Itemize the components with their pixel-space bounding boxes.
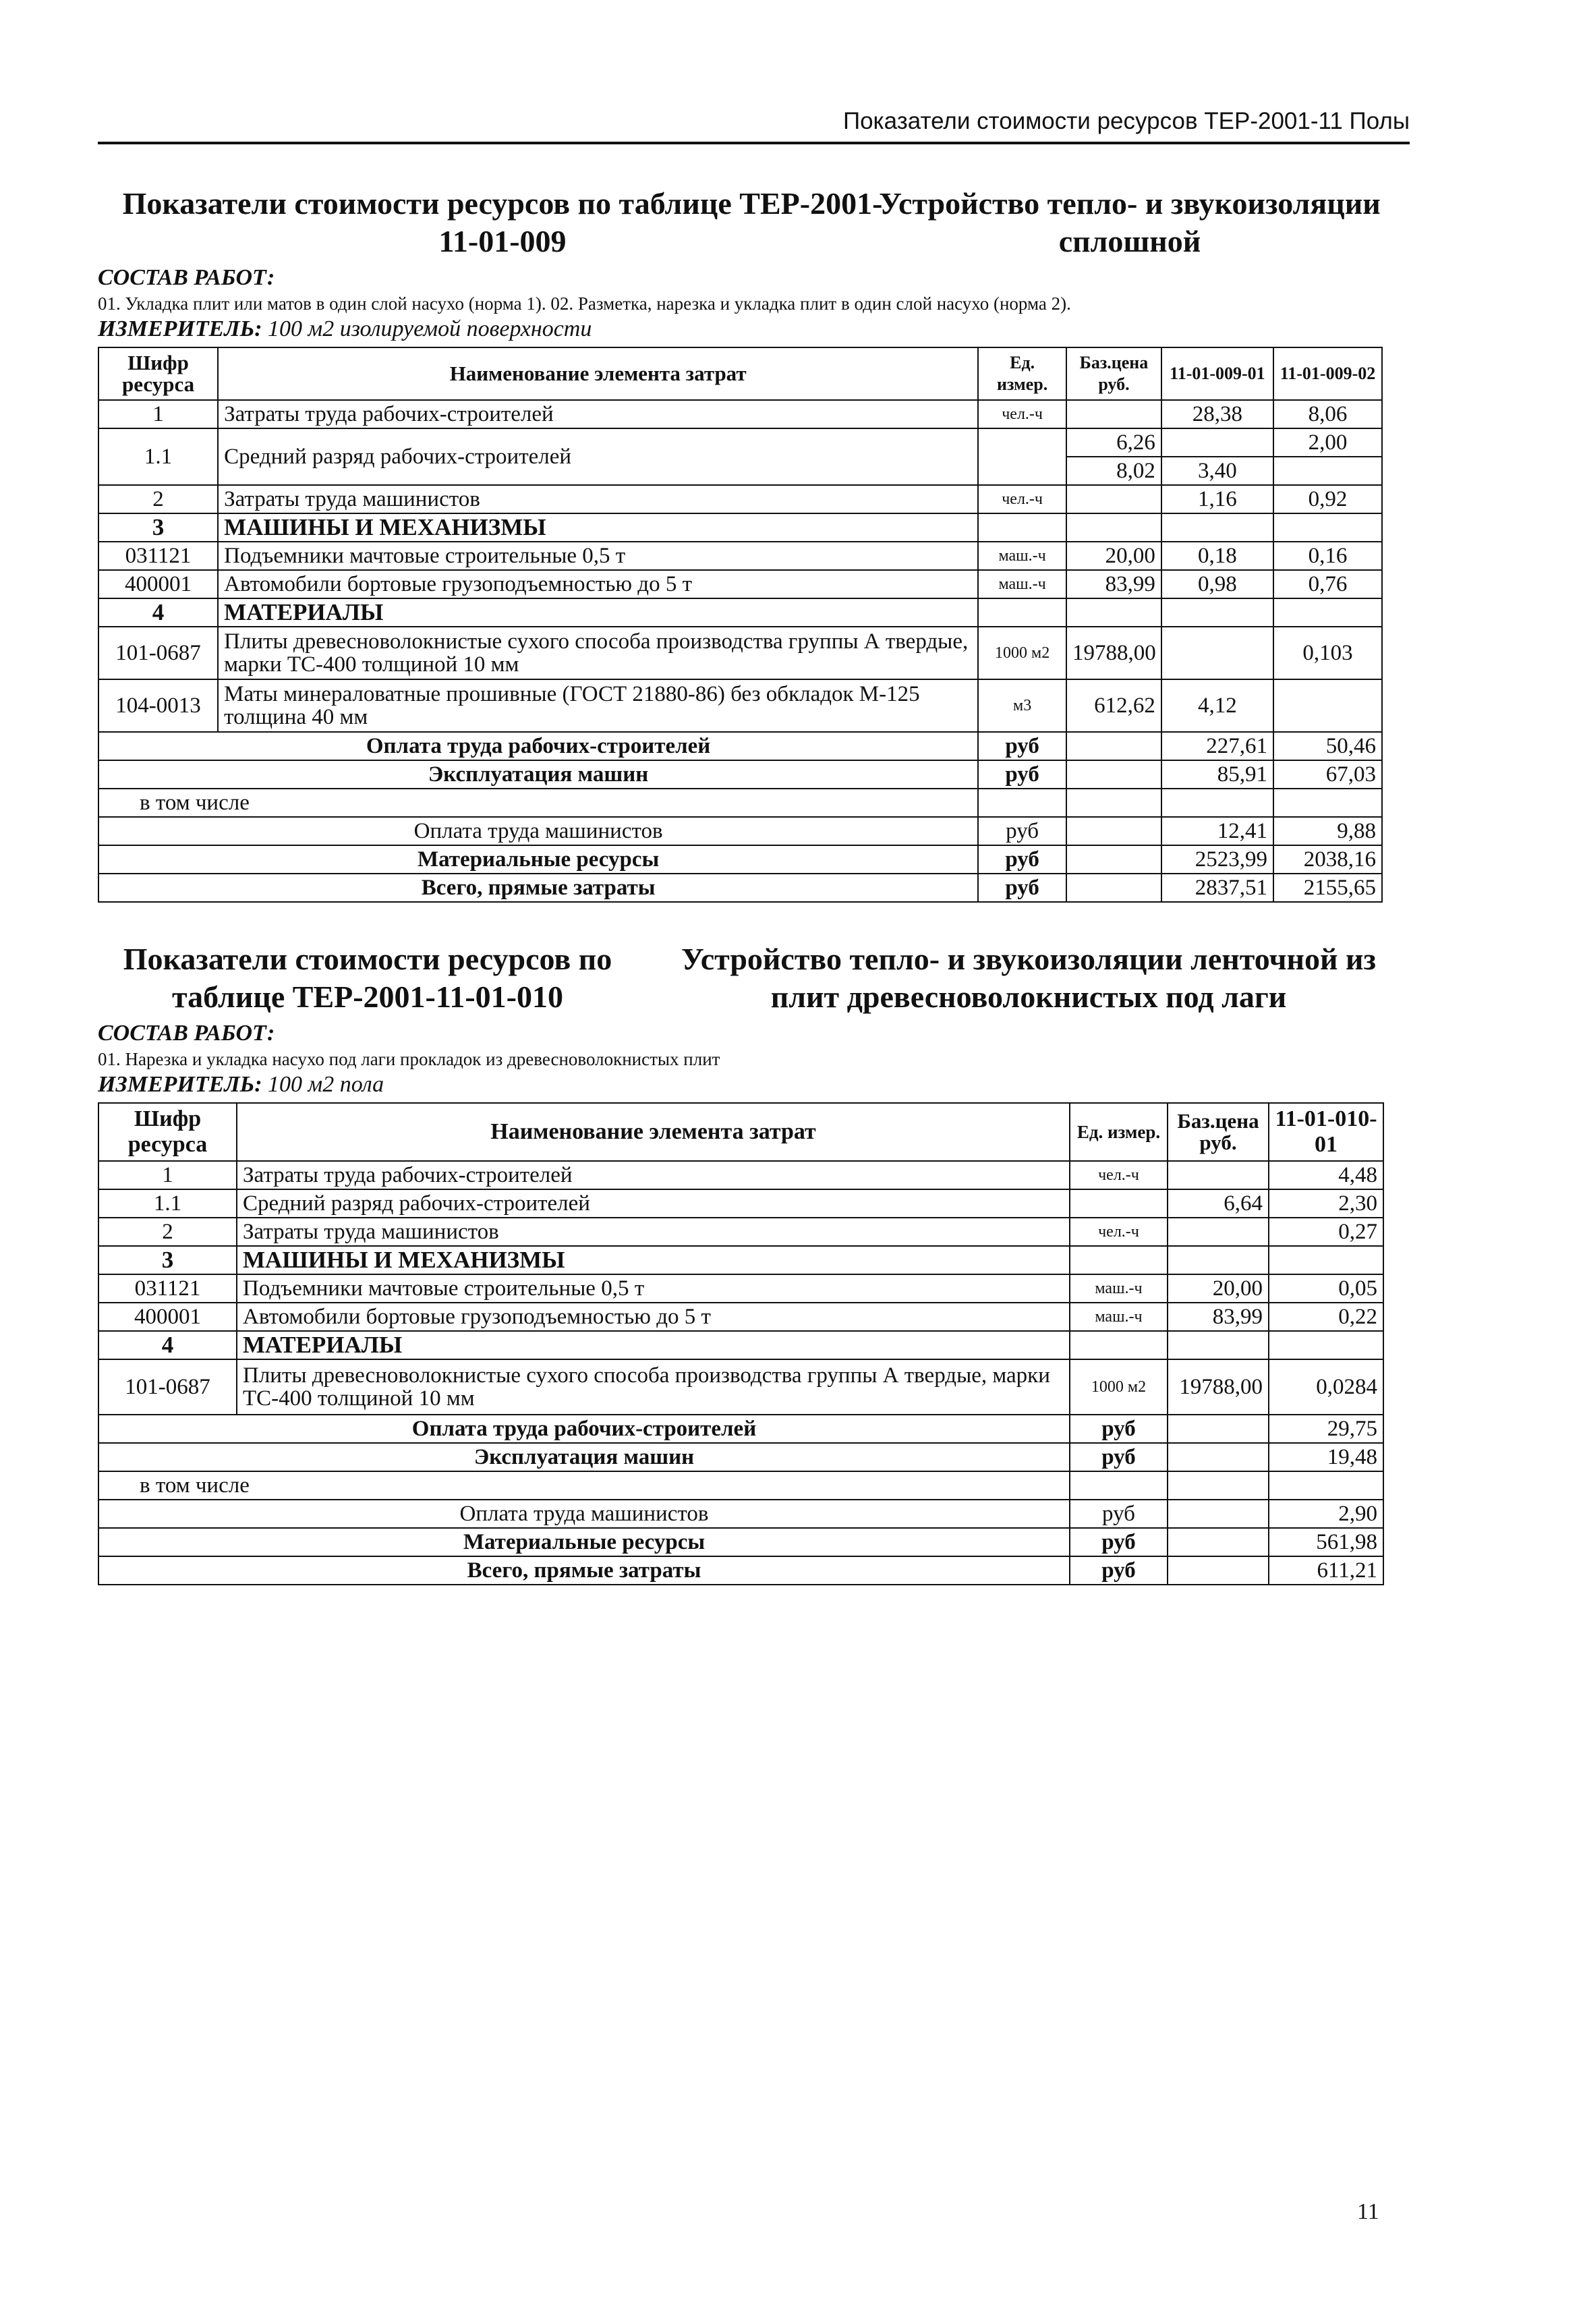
row-value-2-b: [1273, 457, 1382, 485]
group-name: МАШИНЫ И МЕХАНИЗМЫ: [218, 513, 978, 542]
table-row: [98, 1189, 1383, 1218]
row-code: 1: [98, 400, 218, 428]
section-title-right: Устройство тепло- и звукоизоляции сплошной: [879, 186, 1381, 258]
row-code: 3: [98, 1246, 237, 1274]
empty-cell: [1168, 1443, 1269, 1471]
row-code: 101-0687: [98, 1359, 237, 1415]
works-text: 01. Нарезка и укладка насухо под лаги прокладок из древесноволокнистых плит: [98, 1049, 720, 1069]
empty-cell: [1269, 1246, 1383, 1274]
row-name: Затраты труда машинистов: [218, 485, 978, 513]
row-base-price-a: 6,26: [1066, 428, 1161, 457]
cost-section-2: [98, 938, 1410, 1585]
empty-cell: [1273, 598, 1382, 627]
row-code: 400001: [98, 570, 218, 598]
row-value-1: [1161, 428, 1273, 457]
empty-cell: [1066, 817, 1161, 845]
summary-value-1: [1269, 1471, 1383, 1500]
row-base-price: [1168, 1218, 1269, 1246]
row-unit: маш.-ч: [1070, 1274, 1168, 1303]
row-code: 4: [98, 1331, 237, 1359]
empty-cell: [1066, 789, 1161, 817]
row-unit: маш.-ч: [978, 570, 1066, 598]
summary-value-1: 12,41: [1161, 817, 1273, 845]
summary-row: [98, 732, 1382, 760]
row-base-price: 6,64: [1168, 1189, 1269, 1218]
summary-label: Оплата труда рабочих-строителей: [98, 732, 978, 760]
col-header-code: Шифр ресурса: [98, 1103, 237, 1161]
summary-row: [98, 1528, 1383, 1556]
summary-unit: руб: [978, 760, 1066, 789]
page-header-text: Показатели стоимости ресурсов ТЕР-2001-11 Полы: [842, 108, 1410, 134]
col-header-base-price: Баз.цена руб.: [1066, 347, 1161, 400]
summary-row: [98, 1556, 1383, 1585]
summary-row: [98, 817, 1382, 845]
row-value-1: 0,22: [1269, 1303, 1383, 1331]
summary-value-1: 611,21: [1269, 1556, 1383, 1585]
works-label: СОСТАВ РАБОТ:: [98, 1021, 275, 1046]
empty-cell: [1066, 874, 1161, 902]
summary-unit: руб: [978, 732, 1066, 760]
summary-unit: руб: [1070, 1415, 1168, 1443]
row-code: 2: [98, 485, 218, 513]
row-unit: чел.-ч: [978, 485, 1066, 513]
summary-value-1: 2,90: [1269, 1500, 1383, 1528]
summary-unit: [978, 789, 1066, 817]
row-value-2: 0,103: [1273, 627, 1382, 679]
empty-cell: [1269, 1331, 1383, 1359]
row-value-1: 28,38: [1161, 400, 1273, 428]
empty-cell: [1161, 598, 1273, 627]
summary-label: Эксплуатация машин: [98, 1443, 1070, 1471]
summary-value-2: 50,46: [1273, 732, 1382, 760]
row-unit: чел.-ч: [978, 400, 1066, 428]
row-value-1: 0,27: [1269, 1218, 1383, 1246]
measure-value: 100 м2 пола: [268, 1072, 384, 1097]
table-row: [98, 1161, 1383, 1189]
summary-unit: руб: [1070, 1500, 1168, 1528]
row-base-price: 612,62: [1066, 679, 1161, 732]
row-value-1: 0,18: [1161, 542, 1273, 570]
measure-label: ИЗМЕРИТЕЛЬ:: [98, 1072, 262, 1097]
summary-label: Оплата труда машинистов: [98, 1500, 1070, 1528]
row-base-price: [1066, 400, 1161, 428]
group-name: МАТЕРИАЛЫ: [237, 1331, 1070, 1359]
table-row: [98, 627, 1382, 679]
row-code: 4: [98, 598, 218, 627]
row-base-price: 83,99: [1066, 570, 1161, 598]
row-code: 101-0687: [98, 627, 218, 679]
row-value-1: [1161, 627, 1273, 679]
summary-label: Всего, прямые затраты: [98, 874, 978, 902]
empty-cell: [1168, 1471, 1269, 1500]
row-unit: чел.-ч: [1070, 1218, 1168, 1246]
summary-label: Материальные ресурсы: [98, 845, 978, 874]
summary-label: Оплата труда машинистов: [98, 817, 978, 845]
summary-value-2: 67,03: [1273, 760, 1382, 789]
summary-unit: руб: [1070, 1443, 1168, 1471]
empty-cell: [1168, 1528, 1269, 1556]
summary-row: [98, 1415, 1383, 1443]
row-name: Подъемники мачтовые строительные 0,5 т: [218, 542, 978, 570]
row-value-1-b: 3,40: [1161, 457, 1273, 485]
row-code: 400001: [98, 1303, 237, 1331]
row-code: 031121: [98, 1274, 237, 1303]
summary-row: [98, 1443, 1383, 1471]
col-header-code: Шифр ресурса: [98, 347, 218, 400]
section-title: [98, 182, 1410, 263]
table-row: [98, 542, 1382, 570]
row-base-price: 19788,00: [1066, 627, 1161, 679]
summary-value-1: [1161, 789, 1273, 817]
row-value-1: 0,05: [1269, 1274, 1383, 1303]
summary-value-2: 2155,65: [1273, 874, 1382, 902]
summary-value-1: 29,75: [1269, 1415, 1383, 1443]
row-unit: 1000 м2: [1070, 1359, 1168, 1415]
empty-cell: [978, 598, 1066, 627]
summary-value-1: 2523,99: [1161, 845, 1273, 874]
summary-row: [98, 874, 1382, 902]
table-row: [98, 1359, 1383, 1415]
empty-cell: [1066, 513, 1161, 542]
row-base-price-b: 8,02: [1066, 457, 1161, 485]
empty-cell: [1161, 513, 1273, 542]
row-name: Плиты древесноволокнистые сухого способа производства группы А твердые, марки ТС-400 толщиной 10 мм: [218, 627, 978, 679]
section-title: [98, 938, 1410, 1019]
row-base-price: 20,00: [1168, 1274, 1269, 1303]
section-title-right: Устройство тепло- и звукоизоляции ленточной из плит древесноволокнистых под лаги: [681, 942, 1377, 1014]
summary-label: Эксплуатация машин: [98, 760, 978, 789]
table-group-row: [98, 513, 1382, 542]
row-unit: маш.-ч: [1070, 1303, 1168, 1331]
table-header-row: [98, 347, 1382, 400]
row-value-1: 4,12: [1161, 679, 1273, 732]
row-base-price: 20,00: [1066, 542, 1161, 570]
row-name: Средний разряд рабочих-строителей: [237, 1189, 1070, 1218]
row-value-2: 0,76: [1273, 570, 1382, 598]
summary-label: в том числе: [98, 789, 978, 817]
row-code: 1.1: [98, 1189, 237, 1218]
summary-value-1: 2837,51: [1161, 874, 1273, 902]
row-unit: 1000 м2: [978, 627, 1066, 679]
row-value-1: 2,30: [1269, 1189, 1383, 1218]
empty-cell: [1168, 1500, 1269, 1528]
table-row: [98, 1303, 1383, 1331]
row-value-1: 1,16: [1161, 485, 1273, 513]
measure-line: [98, 316, 1410, 343]
table-row: [98, 485, 1382, 513]
summary-value-2: 2038,16: [1273, 845, 1382, 874]
table-header-row: [98, 1103, 1383, 1161]
cost-table-010: [98, 1102, 1384, 1585]
works-label: СОСТАВ РАБОТ:: [98, 265, 275, 290]
empty-cell: [1168, 1246, 1269, 1274]
row-value-1: 0,0284: [1269, 1359, 1383, 1415]
col-header-norm-2: 11-01-009-02: [1273, 347, 1382, 400]
col-header-norm-1: 11-01-009-01: [1161, 347, 1273, 400]
table-group-row: [98, 1246, 1383, 1274]
table-row: [98, 1274, 1383, 1303]
row-name: Плиты древесноволокнистые сухого способа производства группы А твердые, марки ТС-400 толщиной 10 мм: [237, 1359, 1070, 1415]
summary-value-1: 227,61: [1161, 732, 1273, 760]
row-base-price: 19788,00: [1168, 1359, 1269, 1415]
empty-cell: [1070, 1331, 1168, 1359]
measure-label: ИЗМЕРИТЕЛЬ:: [98, 316, 262, 341]
row-base-price: 83,99: [1168, 1303, 1269, 1331]
measure-line: [98, 1071, 1410, 1098]
row-name: Затраты труда рабочих-строителей: [218, 400, 978, 428]
row-value-1: 0,98: [1161, 570, 1273, 598]
summary-label: в том числе: [98, 1471, 1070, 1500]
row-value-2: [1273, 679, 1382, 732]
group-name: МАШИНЫ И МЕХАНИЗМЫ: [237, 1246, 1070, 1274]
row-name: Автомобили бортовые грузоподъемностью до 5 т: [237, 1303, 1070, 1331]
row-value-2: 0,92: [1273, 485, 1382, 513]
summary-row: [98, 845, 1382, 874]
table-row: [98, 679, 1382, 732]
summary-unit: [1070, 1471, 1168, 1500]
summary-unit: руб: [1070, 1528, 1168, 1556]
row-code: 031121: [98, 542, 218, 570]
col-header-name: Наименование элемента затрат: [218, 347, 978, 400]
summary-row: [98, 1471, 1383, 1500]
works-text: 01. Укладка плит или матов в один слой насухо (норма 1). 02. Разметка, нарезка и укладка плит в один слой насухо (норма 2).: [98, 293, 1071, 314]
row-unit: чел.-ч: [1070, 1161, 1168, 1189]
row-base-price: [1066, 485, 1161, 513]
empty-cell: [1070, 1246, 1168, 1274]
empty-cell: [1168, 1556, 1269, 1585]
row-name: Средний разряд рабочих-строителей: [218, 428, 978, 485]
measure-value: 100 м2 изолируемой поверхности: [268, 316, 592, 341]
empty-cell: [1066, 732, 1161, 760]
summary-value-1: 561,98: [1269, 1528, 1383, 1556]
row-unit: [1070, 1189, 1168, 1218]
row-name: Автомобили бортовые грузоподъемностью до 5 т: [218, 570, 978, 598]
section-title-left: Показатели стоимости ресурсов по таблице ТЕР-2001-11-01-009: [122, 186, 883, 258]
summary-value-2: [1273, 789, 1382, 817]
row-code: 104-0013: [98, 679, 218, 732]
row-value-2: 2,00: [1273, 428, 1382, 457]
col-header-base-price: Баз.цена руб.: [1168, 1103, 1269, 1161]
summary-row: [98, 789, 1382, 817]
row-name: Затраты труда машинистов: [237, 1218, 1070, 1246]
table-group-row: [98, 598, 1382, 627]
row-value-2: 0,16: [1273, 542, 1382, 570]
summary-value-1: 19,48: [1269, 1443, 1383, 1471]
table-row: [98, 400, 1382, 428]
row-code: 1: [98, 1161, 237, 1189]
row-name: Подъемники мачтовые строительные 0,5 т: [237, 1274, 1070, 1303]
table-row: [98, 1218, 1383, 1246]
summary-value-1: 85,91: [1161, 760, 1273, 789]
row-value-2: 8,06: [1273, 400, 1382, 428]
group-name: МАТЕРИАЛЫ: [218, 598, 978, 627]
summary-row: [98, 760, 1382, 789]
empty-cell: [1066, 845, 1161, 874]
empty-cell: [1066, 598, 1161, 627]
table-row: [98, 570, 1382, 598]
summary-unit: руб: [978, 845, 1066, 874]
row-value-1: 4,48: [1269, 1161, 1383, 1189]
table-group-row: [98, 1331, 1383, 1359]
empty-cell: [1066, 760, 1161, 789]
empty-cell: [1168, 1331, 1269, 1359]
section-title-left: Показатели стоимости ресурсов по таблице ТЕР-2001-11-01-010: [123, 942, 612, 1014]
col-header-norm-1: 11-01-010-01: [1269, 1103, 1383, 1161]
row-base-price: [1168, 1161, 1269, 1189]
col-header-unit: Ед. измер.: [1070, 1103, 1168, 1161]
empty-cell: [978, 513, 1066, 542]
row-unit: [978, 428, 1066, 485]
page-number: 11: [1357, 2199, 1379, 2224]
summary-label: Всего, прямые затраты: [98, 1556, 1070, 1585]
row-unit: маш.-ч: [978, 542, 1066, 570]
table-row: [98, 428, 1382, 457]
row-code: 3: [98, 513, 218, 542]
empty-cell: [1273, 513, 1382, 542]
empty-cell: [1168, 1415, 1269, 1443]
summary-unit: руб: [978, 817, 1066, 845]
summary-unit: руб: [978, 874, 1066, 902]
cost-table-009: [98, 347, 1383, 903]
summary-row: [98, 1500, 1383, 1528]
summary-value-2: 9,88: [1273, 817, 1382, 845]
row-name: Маты минераловатные прошивные (ГОСТ 21880-86) без обкладок М-125 толщина 40 мм: [218, 679, 978, 732]
page-header: [98, 107, 1410, 144]
row-name: Затраты труда рабочих-строителей: [237, 1161, 1070, 1189]
row-code: 2: [98, 1218, 237, 1246]
col-header-unit: Ед. измер.: [978, 347, 1066, 400]
row-code: 1.1: [98, 428, 218, 485]
row-unit: м3: [978, 679, 1066, 732]
col-header-name: Наименование элемента затрат: [237, 1103, 1070, 1161]
summary-unit: руб: [1070, 1556, 1168, 1585]
summary-label: Материальные ресурсы: [98, 1528, 1070, 1556]
summary-label: Оплата труда рабочих-строителей: [98, 1415, 1070, 1443]
cost-section-1: [98, 182, 1410, 903]
